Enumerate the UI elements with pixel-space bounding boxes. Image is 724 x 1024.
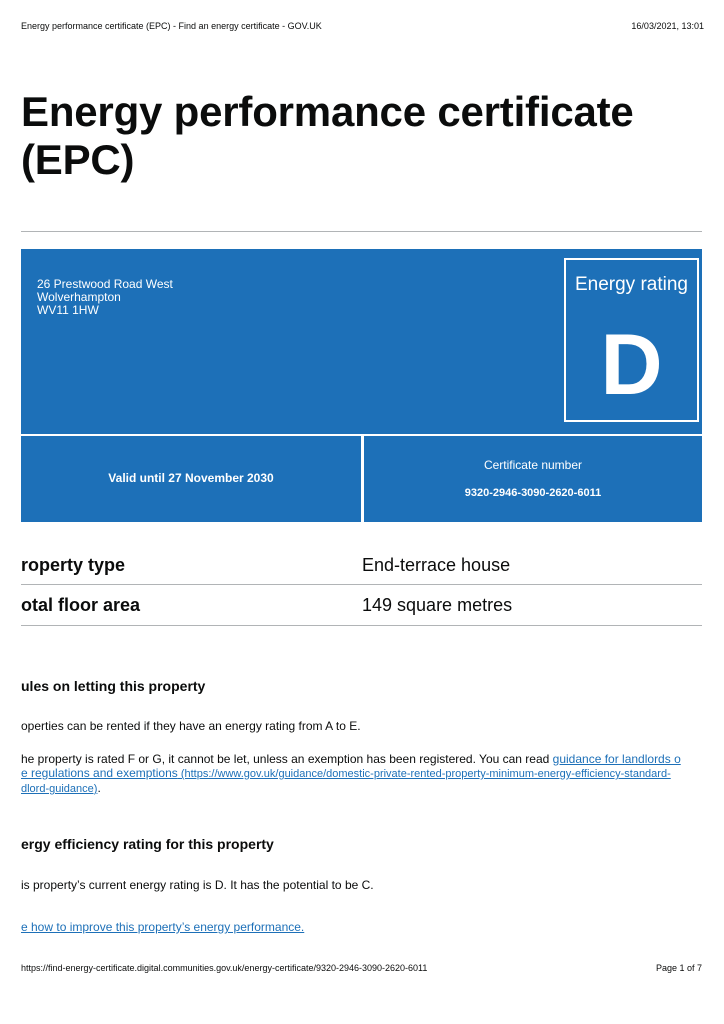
- summary-key-floor-area: otal floor area: [21, 595, 141, 615]
- page-title-line1: Energy performance certificate: [21, 88, 634, 135]
- landlord-guidance-link-line2[interactable]: e regulations and exemptions: [21, 766, 178, 780]
- divider: [21, 231, 702, 232]
- address-line-2: Wolverhampton: [37, 290, 121, 304]
- certificate-number: 9320-2946-3090-2620-6011: [464, 487, 602, 499]
- summary-divider: [21, 625, 702, 626]
- letting-heading: ules on letting this property: [21, 678, 206, 694]
- landlord-guidance-link[interactable]: guidance for landlords o: [552, 752, 681, 766]
- footer-url: https://find-energy-certificate.digital.communities.gov.uk/energy-certificate/9320-2946-3090-2620-6011: [21, 963, 428, 973]
- summary-value-floor-area: 149 square metres: [362, 595, 513, 615]
- certificate-panel: [364, 436, 702, 522]
- letting-paragraph-2-text: he property is rated F or G, it cannot be let, unless an exemption has been registered. You can read: [21, 752, 553, 766]
- page-title-line2: (EPC): [21, 136, 135, 183]
- epc-header-panel: [21, 249, 702, 434]
- letting-paragraph-2-end: .: [97, 781, 101, 795]
- property-address: [37, 278, 173, 317]
- efficiency-heading: ergy efficiency rating for this property: [21, 836, 274, 852]
- landlord-guidance-url-line3[interactable]: dlord-guidance): [21, 783, 98, 795]
- improve-performance-link[interactable]: e how to improve this property’s energy performance.: [21, 920, 305, 934]
- valid-until: Valid until 27 November 2030: [108, 471, 274, 485]
- validity-panel: [21, 436, 361, 522]
- page-title: [21, 88, 681, 184]
- print-header-title: Energy performance certificate (EPC) - Find an energy certificate - GOV.UK: [21, 21, 322, 31]
- energy-rating-letter: D: [600, 317, 663, 413]
- efficiency-paragraph: is property’s current energy rating is D. It has the potential to be C.: [21, 878, 374, 892]
- letting-paragraph-1: operties can be rented if they have an energy rating from A to E.: [21, 719, 361, 733]
- address-line-1: 26 Prestwood Road West: [37, 277, 173, 291]
- energy-rating-box: [564, 258, 699, 422]
- summary-key-property-type: roperty type: [21, 555, 126, 575]
- letting-paragraph-2: [21, 752, 702, 796]
- address-line-3: WV11 1HW: [37, 303, 99, 317]
- landlord-guidance-url[interactable]: (https://www.gov.uk/guidance/domestic-private-rented-property-minimum-energy-efficiency-standard-: [177, 768, 671, 780]
- summary-divider: [21, 584, 702, 585]
- certificate-number-label: Certificate number: [483, 458, 583, 472]
- print-header-datetime: 16/03/2021, 13:01: [631, 21, 704, 31]
- footer-page-number: Page 1 of 7: [655, 963, 702, 973]
- energy-rating-label: Energy rating: [574, 274, 688, 295]
- summary-value-property-type: End-terrace house: [362, 555, 511, 575]
